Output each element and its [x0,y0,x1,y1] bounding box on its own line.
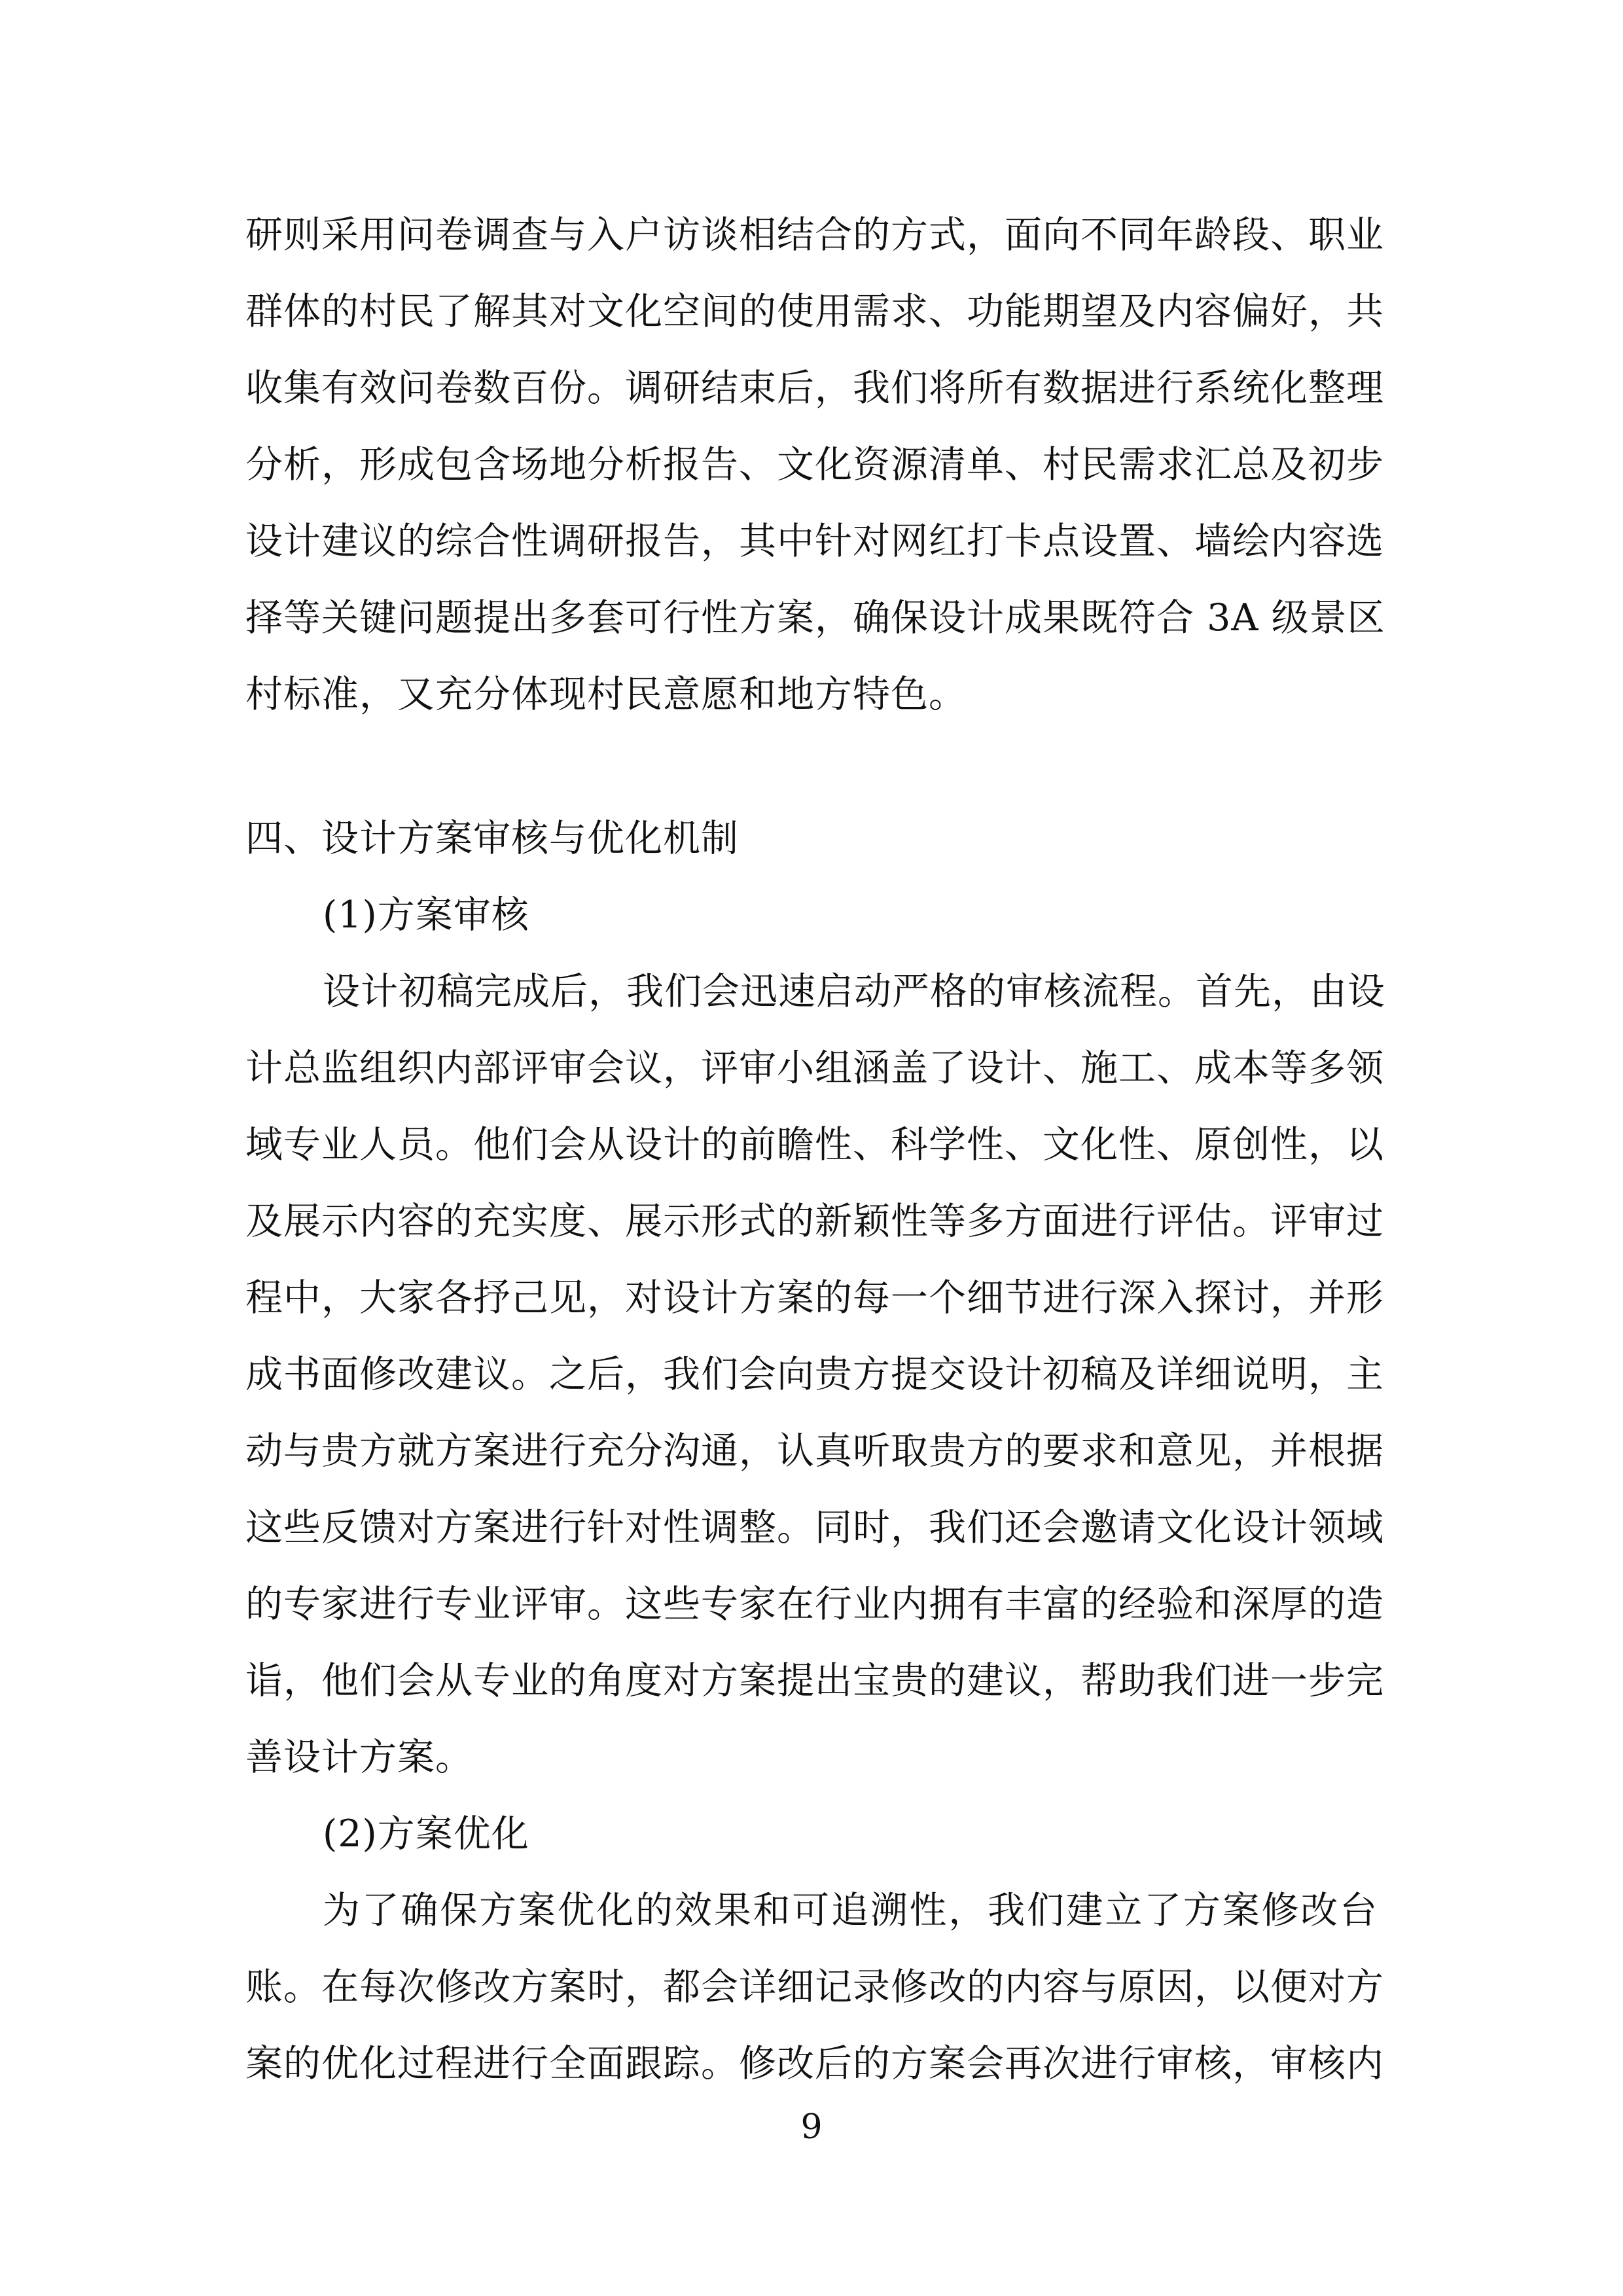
paragraph-2-line-3: 域专业人员。他们会从设计的前瞻性、科学性、文化性、原创性，以 [245,1123,1384,1166]
paragraph-2-line-11: 善设计方案。 [245,1736,473,1779]
paragraph-1-line-4: 分析，形成包含场地分析报告、文化资源清单、村民需求汇总及初步 [245,443,1384,486]
paragraph-2-line-8: 这些反馈对方案进行针对性调整。同时，我们还会邀请文化设计领域 [245,1506,1384,1549]
paragraph-1-line-5: 设计建议的综合性调研报告，其中针对网红打卡点设置、墙绘内容选 [245,520,1384,563]
subheading-optimization: (2)方案优化 [323,1812,529,1856]
paragraph-3-line-3: 案的优化过程进行全面跟踪。修改后的方案会再次进行审核，审核内 [245,2042,1384,2085]
paragraph-2-line-7: 动与贵方就方案进行充分沟通，认真听取贵方的要求和意见，并根据 [245,1429,1384,1473]
paragraph-1-line-7: 村标准，又充分体现村民意愿和地方特色。 [245,673,967,716]
paragraph-2-line-2: 计总监组织内部评审会议，评审小组涵盖了设计、施工、成本等多领 [245,1047,1384,1090]
paragraph-2-line-6: 成书面修改建议。之后，我们会向贵方提交设计初稿及详细说明，主 [245,1353,1384,1396]
section-heading: 四、设计方案审核与优化机制 [245,817,739,860]
paragraph-3-line-1: 为了确保方案优化的效果和可追溯性，我们建立了方案修改台 [323,1889,1378,1932]
paragraph-2-line-4: 及展示内容的充实度、展示形式的新颖性等多方面进行评估。评审过 [245,1200,1384,1243]
paragraph-1-line-6: 择等关键问题提出多套可行性方案，确保设计成果既符合 3A 级景区 [245,596,1385,639]
paragraph-1-line-3: 收集有效问卷数百份。调研结束后，我们将所有数据进行系统化整理 [245,367,1384,410]
paragraph-1-line-1: 研则采用问卷调查与入户访谈相结合的方式，面向不同年龄段、职业 [245,213,1384,257]
paragraph-2-line-5: 程中，大家各抒己见，对设计方案的每一个细节进行深入探讨，并形 [245,1276,1384,1319]
paragraph-2-line-10: 诣，他们会从专业的角度对方案提出宝贵的建议，帮助我们进一步完 [245,1659,1384,1702]
paragraph-2-line-9: 的专家进行专业评审。这些专家在行业内拥有丰富的经验和深厚的造 [245,1583,1384,1626]
paragraph-1-line-2: 群体的村民了解其对文化空间的使用需求、功能期望及内容偏好，共 [245,290,1384,333]
paragraph-2-line-1: 设计初稿完成后，我们会迅速启动严格的审核流程。首先，由设 [323,970,1385,1013]
paragraph-3-line-2: 账。在每次修改方案时，都会详细记录修改的内容与原因，以便对方 [245,1965,1384,2009]
page-number: 9 [800,2108,823,2147]
subheading-review: (1)方案审核 [323,893,529,937]
